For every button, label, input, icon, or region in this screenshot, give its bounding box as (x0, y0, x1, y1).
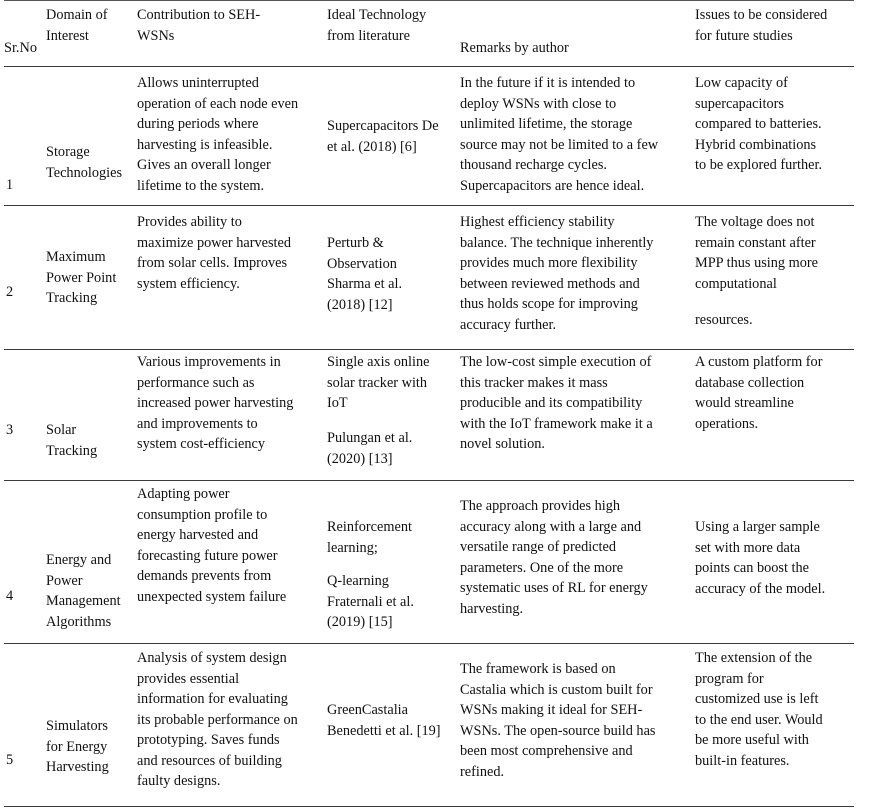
row-2-issues-continued: resources. (695, 312, 753, 328)
row-1-issues: Low capacity of supercapacitors compared to batteries. Hybrid combinations to be explored further. (695, 75, 823, 173)
row-5-domain: Simulators for Energy Harvesting (46, 718, 109, 775)
row-2-contribution: Provides ability to maximize power harvested from solar cells. Improves system efficiency. (137, 214, 292, 292)
row-1-domain: Storage Technologies (46, 144, 123, 181)
row-3-contribution: Various improvements in performance such as increased power harvesting and improvements to system cost-efficiency (137, 354, 294, 452)
row-3-technology: Single axis online solar tracker with IoT (327, 354, 430, 411)
row-4-remarks: The approach provides high accuracy along with a large and versatile range of predicted parameters. One of the more systematic uses of RL for energy harvesting. (460, 498, 648, 617)
row-5-technology: GreenCastalia Benedetti et al. [19] (327, 702, 441, 739)
row-2-technology: Perturb & Observation Sharma et al. (2018) [12] (327, 235, 403, 313)
header-domain: Domain of Interest (46, 7, 108, 44)
row-2-remarks: Highest efficiency stability balance. The technique inherently provides much more flexibility between reviewed methods and thus holds scope for improving accuracy further. (460, 214, 654, 333)
row-4-sr-no: 4 (6, 588, 14, 604)
row-1-contribution: Allows uninterrupted operation of each node even during periods where harvesting is infeasible. Gives an overall longer lifetime to the system. (137, 75, 299, 194)
top-rule (4, 0, 854, 1)
header-rule (4, 66, 854, 67)
header-issues: Issues to be considered for future studies (695, 7, 828, 44)
row-2-sr-no: 2 (6, 284, 14, 300)
row-1-rule (4, 205, 854, 206)
header-contribution: Contribution to SEH- WSNs (137, 7, 261, 44)
row-4-issues: Using a larger sample set with more data points can boost the accuracy of the model. (695, 519, 826, 597)
row-4-technology-citation: Q-learning Fraternali et al. (2019) [15] (327, 573, 414, 630)
row-5-issues: The extension of the program for customized use is left to the end user. Would be more useful with built-in features. (695, 650, 823, 769)
row-1-technology: Supercapacitors De et al. (2018) [6] (327, 118, 439, 155)
row-4-rule (4, 643, 854, 644)
row-2-domain: Maximum Power Point Tracking (46, 249, 117, 306)
row-5-contribution: Analysis of system design provides essential information for evaluating its probable performance on prototyping. Saves funds and resources of building faulty designs. (137, 650, 298, 789)
header-sr-no: Sr.No (4, 40, 37, 56)
row-2-rule (4, 349, 854, 350)
row-3-rule (4, 480, 854, 481)
row-3-technology-citation: Pulungan et al. (2020) [13] (327, 430, 413, 467)
bottom-rule (4, 806, 854, 807)
row-1-remarks: In the future if it is intended to deploy WSNs with close to unlimited lifetime, the storage source may not be limited to a few thousand recharge cycles. Supercapacitors are hence ideal. (460, 75, 659, 194)
header-remarks: Remarks by author (460, 40, 569, 56)
row-4-contribution: Adapting power consumption profile to energy harvested and forecasting future power demands prevents from unexpected system failure (137, 486, 287, 605)
header-technology: Ideal Technology from literature (327, 7, 427, 44)
row-3-remarks: The low-cost simple execution of this tracker makes it mass producible and its compatibility with the IoT framework make it a novel solution. (460, 354, 653, 452)
row-5-remarks: The framework is based on Castalia which is custom built for WSNs making it ideal for SEH- WSNs. The open-source build has been most comprehensive and refined. (460, 661, 656, 780)
row-3-sr-no: 3 (6, 422, 14, 438)
row-4-technology: Reinforcement learning; (327, 519, 412, 556)
row-3-domain: Solar Tracking (46, 422, 98, 459)
row-4-domain: Energy and Power Management Algorithms (46, 552, 121, 630)
row-3-issues: A custom platform for database collection would streamline operations. (695, 354, 823, 432)
row-1-sr-no: 1 (6, 177, 14, 193)
row-5-sr-no: 5 (6, 752, 14, 768)
row-2-issues: The voltage does not remain constant after MPP thus using more computational (695, 214, 818, 292)
